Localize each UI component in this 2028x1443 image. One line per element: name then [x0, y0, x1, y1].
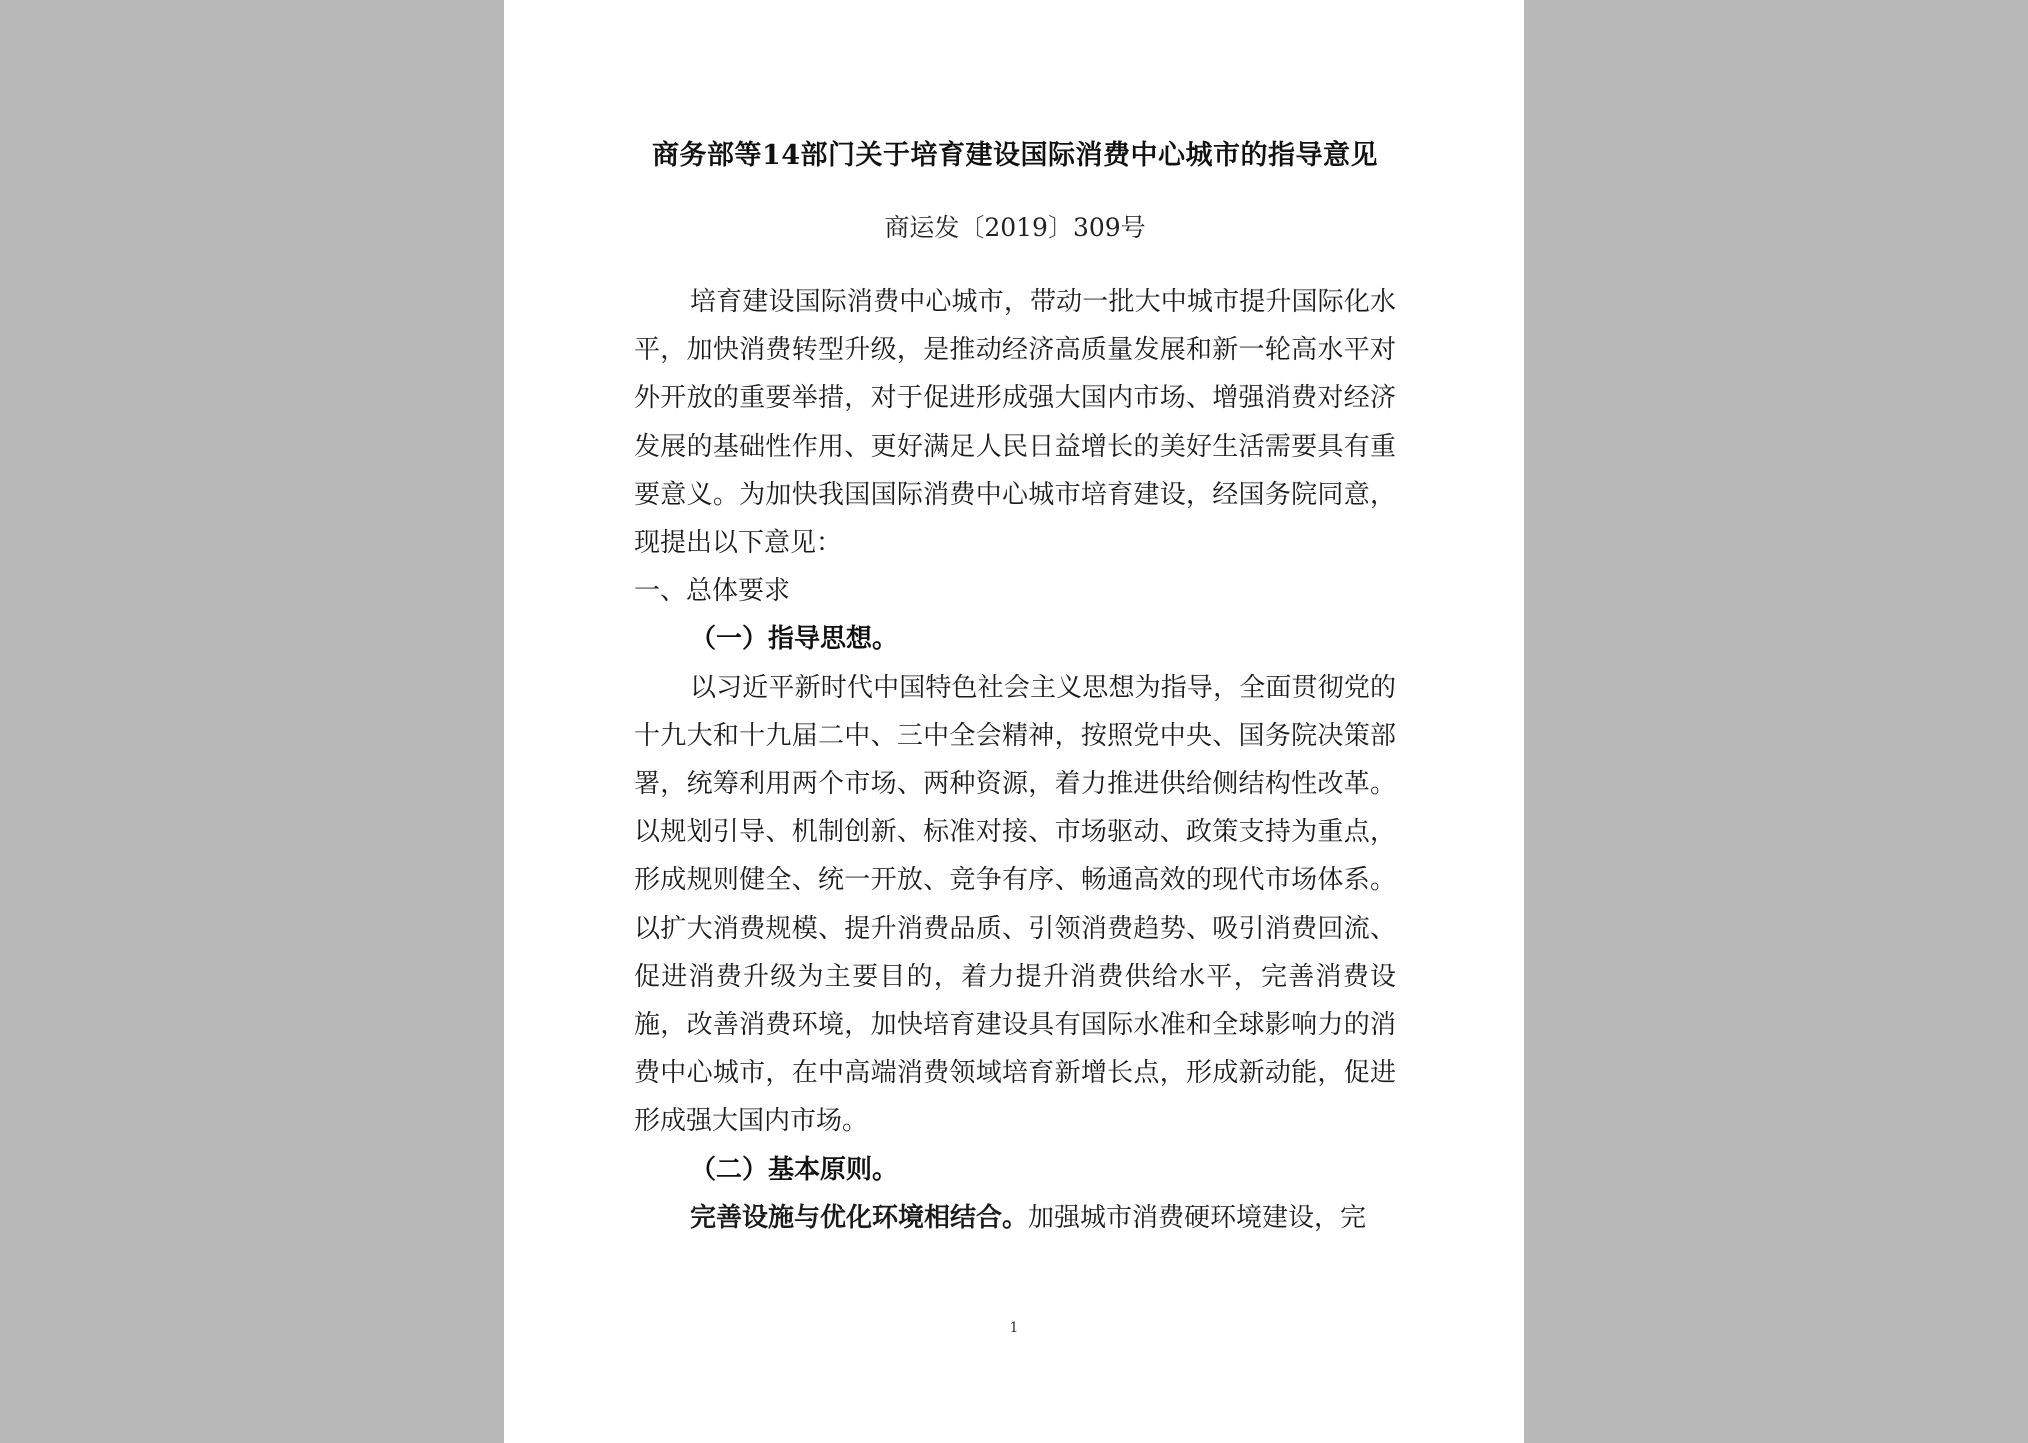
- subsection-2-heading: （二）基本原则。: [690, 1154, 899, 1185]
- principle-text: 加强城市消费硬环境建设，完: [1028, 1202, 1367, 1233]
- document-title: 商务部等14部门关于培育建设国际消费中心城市的指导意见: [651, 140, 1379, 171]
- document-page: [504, 0, 1524, 1443]
- subsection-1-heading: （一）指导思想。: [690, 624, 899, 655]
- page-content: [634, 136, 1396, 1242]
- principle-lead: 完善设施与优化环境相结合。: [690, 1202, 1029, 1233]
- subsection-1-paragraph: 以习近平新时代中国特色社会主义思想为指导，全面贯彻党的十九大和十九届二中、三中全会精神，按照党中央、国务院决策部署，统筹利用两个市场、两种资源，着力推进供给侧结构性改革。以规划引导、机制创新、标准对接、市场驱动、政策支持为重点，形成规则健全、统一开放、竞争有序、畅通高效的现代市场体系。以扩大消费规模、提升消费品质、引领消费趋势、吸引消费回流、促进消费升级为主要目的，着力提升消费供给水平，完善消费设施，改善消费环境，加快培育建设具有国际水准和全球影响力的消费中心城市，在中高端消费领域培育新增长点，形成新动能，促进形成强大国内市场。: [634, 672, 1396, 1137]
- subsection-2-paragraph: [634, 1194, 1396, 1242]
- document-body: [634, 278, 1396, 1242]
- intro-paragraph: 培育建设国际消费中心城市，带动一批大中城市提升国际化水平，加快消费转型升级，是推动经济高质量发展和新一轮高水平对外开放的重要举措，对于促进形成强大国内市场、增强消费对经济发展的基础性作用、更好满足人民日益增长的美好生活需要具有重要意义。为加快我国国际消费中心城市培育建设，经国务院同意，现提出以下意见：: [634, 287, 1396, 559]
- section-1-heading: 一、总体要求: [634, 576, 791, 607]
- page-number: 1: [1009, 1320, 1019, 1336]
- document-number: 商运发〔2019〕309号: [884, 213, 1146, 242]
